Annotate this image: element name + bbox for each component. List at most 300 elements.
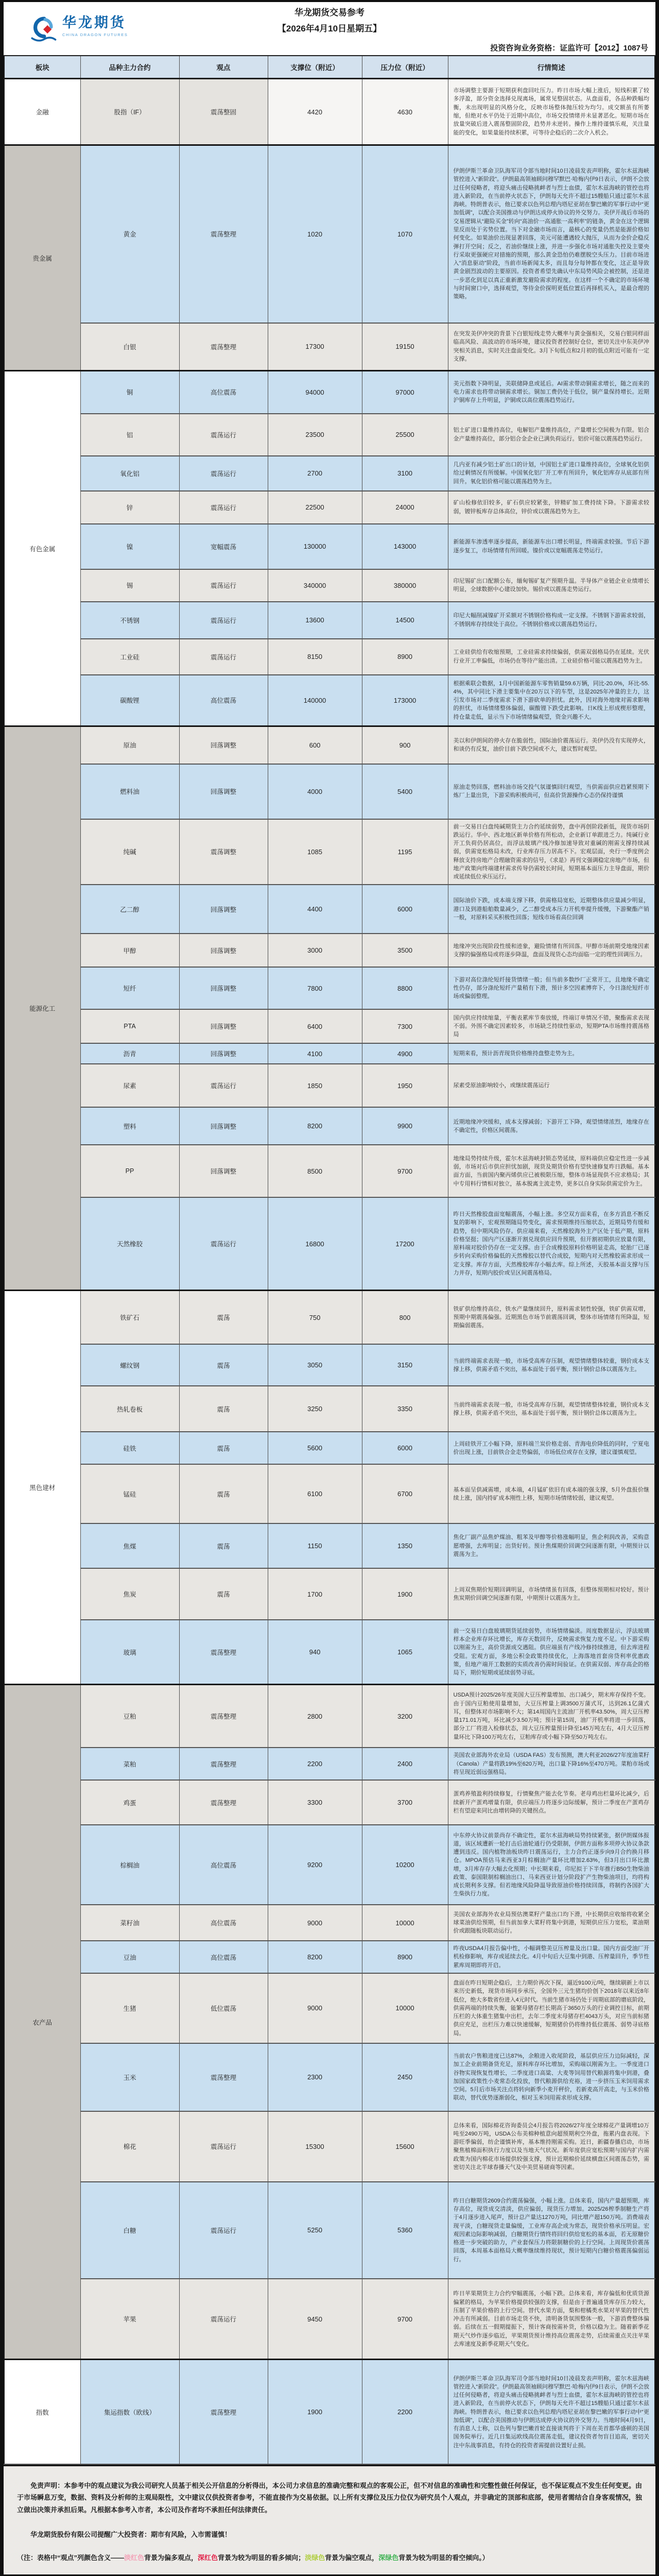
- variety-cell: 短纤: [80, 967, 179, 1009]
- note-light-red-label: 淡红色: [124, 2554, 145, 2562]
- support-cell: 8200: [268, 1941, 362, 1973]
- variety-cell: 菜籽油: [80, 1905, 179, 1941]
- summary-cell: 前一交易日白盘纯碱期货主力合约延续弱势，盘中再创阶段新低，现货市场阴跌运行。华中、西北地区新单价格有所松动，企业新订单跟进乏力。纯碱行业开工负荷仍居高位，而浮法玻璃产线冷修加速导致对重碱的刚需支撑持续减弱，供需宽松格局未改，行业库存压力居高不下。宏观层面，央行一季度例会释放支持房地产合理融资需求的信号，《求是》再刊文强调稳定房地产市场，但地产政策向终端建材需求传导仍需较长时间，短期基本面压力主导盘面，期价或延续低位承压运行。: [448, 819, 655, 885]
- pressure-cell: 3150: [362, 1344, 448, 1386]
- view-cell: 震荡: [179, 1432, 268, 1464]
- reference-table: [4, 55, 655, 2465]
- summary-cell: 原油走势回落，燃料油市场交投气氛谨慎回归观望，当供需面供应趋紧预期下炼厂上量出货，下游采购积极尚可，但高价货源操作心态仍保持谨慎: [448, 764, 655, 819]
- view-cell: 震荡整理: [179, 323, 268, 371]
- variety-cell: 苹果: [80, 2279, 179, 2360]
- table-row: [4, 1145, 655, 1197]
- logo-mark-icon: [28, 15, 58, 46]
- table-row: [4, 967, 655, 1009]
- table-row: [4, 1620, 655, 1684]
- variety-cell: 硅铁: [80, 1432, 179, 1464]
- view-cell: 宽幅震荡: [179, 524, 268, 569]
- view-cell: 回落调整: [179, 764, 268, 819]
- support-cell: 3000: [268, 934, 362, 967]
- view-cell: 震荡: [179, 1523, 268, 1568]
- summary-cell: 前一交易日白盘玻璃期货延续弱势，市场情绪偏淡。周度数据显示，浮法玻璃样本企业库存环比增长，库存天数回升，反映需求恢复力度不足。中下游采购以刚需为主，高价货源成交遇阻。供应端虽有产线冷修持续推进，但去库进程受阻。宏观方面，多地公积金政策持续优化，上海落地首套房贷利率优惠政策，但地产端开工数据的实质改善仍需时间验证。在供需双弱、库存高企的格局下，期价短期或延续弱势寻底。: [448, 1620, 655, 1684]
- support-cell: 1150: [268, 1523, 362, 1568]
- view-cell: 高位震荡: [179, 1941, 268, 1973]
- col-header-pressure: 压力位（附近）: [362, 56, 448, 79]
- view-cell: 震荡运行: [179, 2182, 268, 2279]
- table-row: [4, 1523, 655, 1568]
- summary-cell: 工业硅供给有收缩预期，工业硅需求持续偏弱，供需双弱格局仍在延续。光伏行业开工率偏低，市场仍在等待产能出清。工业硅价格可能以震荡趋势为主。: [448, 639, 655, 675]
- support-cell: 4420: [268, 79, 362, 145]
- support-cell: 1085: [268, 819, 362, 885]
- view-cell: 震荡: [179, 1464, 268, 1523]
- summary-cell: 总体来看，国际棉花咨询委员会4月报告将2026/27年度全球棉花产量调增10万吨至2490万吨，USDA公布美棉种植意向超预期利空外盘，拖累内盘表现。下游旺季偏弱，纺企谨慎补库，基本维持刚需采购。近日，新疆春播启动，市场聚焦植棉面积执行力度以及当地天气状况。新年度供应宽松预期与国内扩内需政策为国内棉花市场提供较强支撑，预计近期棉价延续横盘区间震荡态势，需密切关注北半球春播天气及中美贸易磋商等因素。: [448, 2111, 655, 2182]
- support-cell: 1020: [268, 145, 362, 323]
- variety-cell: 豆油: [80, 1941, 179, 1973]
- support-cell: 130000: [268, 524, 362, 569]
- variety-cell: 黄金: [80, 145, 179, 323]
- summary-cell: 地缘冲突出现阶段性缓和迹象，避险情绪有所回落。甲醇市场前期受地缘因素支撑的偏强格局或将逐步降温，盘面及现货心态均面临一定的理性回调压力。: [448, 934, 655, 967]
- table-row: [4, 1344, 655, 1386]
- note-seg4: 背景为较为明显的看空倾向。）: [398, 2554, 489, 2562]
- summary-cell: 中东停火协议前景尚存不确定性，霍尔木兹海峡局势持续紧张，据伊朗媒体报道，该区域遭新一轮打击后油轮通行仍受限制，伊朗方面称多项停火协议条款遭到违反。国内植物油板块昨日震荡运行，主力合约正逐步向9月合约换月移仓。MPOA预估马来西亚3月棕榈油产量环比增加2.63%，但3月出口环比激增，3月库存存大幅去化预期；中长期来看，印尼拟于下半年推行B50生物柴油政策、泰国限制棕榈油出口、马来西亚计划分阶段扩产生物柴油项目，均将构成长期利多支撑。但若地缘风险降温导致原油价格持续回落，将制约各国扩大生柴执行力度。: [448, 1825, 655, 1905]
- view-cell: 震荡运行: [179, 602, 268, 639]
- view-cell: 回落调整: [179, 726, 268, 764]
- support-cell: 2300: [268, 2043, 362, 2111]
- pressure-cell: 24000: [362, 491, 448, 524]
- view-cell: 震荡: [179, 1290, 268, 1344]
- risk-reminder-text: 华龙期货股份有限公司提醒广大投资者：期市有风险，入市需谨慎！: [30, 2531, 232, 2539]
- summary-cell: 美以和伊朗间的停火存在脆弱性，国际油价震荡运行。美伊仍没有实现停火，和谈仍有反复，油价目前下跌空间或不大，建议暂时观望。: [448, 726, 655, 764]
- variety-cell: 锰硅: [80, 1464, 179, 1523]
- table-row: [4, 2111, 655, 2182]
- table-row: [4, 524, 655, 569]
- note-seg1: 背景为偏多观点，: [144, 2554, 198, 2562]
- summary-cell: 铁矿供给维持高位，铁水产量继续回升，原料需求韧性较强，铁矿供需双增，预期中期震荡偏强。近期黑色市场节前震荡回调，整体市场情绪有所降温，短期偏弱震荡。: [448, 1290, 655, 1344]
- summary-cell: 印尼大幅削减镍矿开采额对不锈钢价格构成一定支撑。不锈钢下游需求较弱，不锈钢库存持续处于高位。不锈钢价格或以震荡趋势运行。: [448, 602, 655, 639]
- pressure-cell: 5400: [362, 764, 448, 819]
- view-cell: 回落调整: [179, 967, 268, 1009]
- variety-cell: 不锈钢: [80, 602, 179, 639]
- variety-cell: 铜: [80, 371, 179, 414]
- support-cell: 3050: [268, 1344, 362, 1386]
- view-cell: 回落调整: [179, 1145, 268, 1197]
- summary-cell: 上周双焦期价短期回调明显，市场情绪虽有回落，但整体预期相对较好。预计焦炭期价回调空间逐渐有限，中期预计以震荡为主。: [448, 1568, 655, 1620]
- masthead: [4, 2, 655, 55]
- table-row: [4, 2182, 655, 2279]
- table-row: [4, 1825, 655, 1905]
- table-row: [4, 1386, 655, 1432]
- variety-cell: 菜粕: [80, 1748, 179, 1780]
- view-cell: 震荡运行: [179, 414, 268, 456]
- table-row: [4, 1197, 655, 1290]
- variety-cell: 玻璃: [80, 1620, 179, 1684]
- variety-cell: 镍: [80, 524, 179, 569]
- variety-cell: PTA: [80, 1009, 179, 1043]
- view-cell: 震荡整固: [179, 79, 268, 145]
- pressure-cell: 10000: [362, 1973, 448, 2043]
- support-cell: 9000: [268, 1973, 362, 2043]
- view-cell: 震荡运行: [179, 1197, 268, 1290]
- pressure-cell: 800: [362, 1290, 448, 1344]
- col-header-summary: 行情简述: [448, 56, 655, 79]
- table-row: [4, 2043, 655, 2111]
- support-cell: 6400: [268, 1009, 362, 1043]
- note-seg3: 背景为偏空观点，: [325, 2554, 379, 2562]
- summary-cell: 盘面在昨日短期企稳后，主力期价再次下探，逼近9100元/吨，继续刷新上市以来历史新低，现货市场同步承压，全国外三元生猪均价创下2018年以来近8年低位，绝大多数省份进入4元时代。当前生猪市场仍处于周期底部的磨底阶段，供需两端的持续失衡，能繁母猪存栏长期高于3650万头的行业调控目标，前期压栏的大体重生猪集中出栏，去年二季度末母猪存栏4043万头，对应当前标猪供应充足，出栏压力难以快速缓解，短期猪价仍将维持低位震荡、弱势寻底格局。: [448, 1973, 655, 2043]
- variety-cell: 甲醇: [80, 934, 179, 967]
- summary-cell: 昨日天然橡胶盘面宽幅震荡，小幅上涨。多空双方面来看，在多方消息不断反复的影响下，宏观预期随局势变化，需求预期维持压缩状态，近期局势有缓和趋势，但中期风险仍存。供应端来看，天然橡胶海外主产区处于低产期，原料价格坚挺；国内产区逐渐开割兑现供应回升预期，但开割初期供应放量有限，原料端对胶价仍存在一定支撑。由于合成橡胶原料价格明显走高，轮胎厂已逐步转向采购价格偏低的天然橡胶以替代合成胶，短期内对天然橡胶需求形成一定支撑。库存方面，天然橡胶库存小幅去库。综上所述，天胶基本面支撑与压力并存，短期内胶价或呈区间震荡格局。: [448, 1197, 655, 1290]
- variety-cell: 豆粕: [80, 1684, 179, 1748]
- view-cell: 震荡运行: [179, 2279, 268, 2360]
- pressure-cell: 1900: [362, 1568, 448, 1620]
- table-row: [4, 145, 655, 323]
- table-row: [4, 602, 655, 639]
- support-cell: 8150: [268, 639, 362, 675]
- pressure-cell: 2450: [362, 2043, 448, 2111]
- summary-cell: 几内亚有减少铝土矿出口的计划，中国铝土矿进口量维持高位，全球氧化铝供给过剩情况有所缓解。中国氧化铝厂开工率有所回升，氧化铝库存从底部有所回升。氧化铝价格可能以震荡趋势为主。: [448, 456, 655, 491]
- view-cell: 震荡: [179, 1344, 268, 1386]
- variety-cell: 天然橡胶: [80, 1197, 179, 1290]
- table-row: [4, 1290, 655, 1344]
- pressure-cell: 3700: [362, 1780, 448, 1825]
- table-row: [4, 934, 655, 967]
- support-cell: 940: [268, 1620, 362, 1684]
- table-header-row: [4, 56, 655, 79]
- support-cell: 8200: [268, 1107, 362, 1145]
- table-row: [4, 79, 655, 145]
- pressure-cell: 9700: [362, 1145, 448, 1197]
- sector-cell: 农产品: [4, 1684, 80, 2360]
- view-cell: 震荡运行: [179, 491, 268, 524]
- pressure-cell: 9900: [362, 1107, 448, 1145]
- variety-cell: 热轧卷板: [80, 1386, 179, 1432]
- support-cell: 94000: [268, 371, 362, 414]
- pressure-cell: 900: [362, 726, 448, 764]
- variety-cell: 螺纹钢: [80, 1344, 179, 1386]
- pressure-cell: 2400: [362, 1748, 448, 1780]
- pressure-cell: 10200: [362, 1825, 448, 1905]
- pressure-cell: 6700: [362, 1464, 448, 1523]
- variety-cell: 白糖: [80, 2182, 179, 2279]
- pressure-cell: 25500: [362, 414, 448, 456]
- pressure-cell: 3500: [362, 934, 448, 967]
- col-header-support: 支撑位（附近）: [268, 56, 362, 79]
- table-row: [4, 414, 655, 456]
- summary-cell: 美国农业部海外农业局（USDA FAS）发布预测，澳大利亚2026/27年度油菜籽（Canola）产量将跌19%至620万吨，出口量下降16%至470万吨。菜粕市场或将呈现近弱远强格局。: [448, 1748, 655, 1780]
- summary-cell: 新能源车渗透率逐步提高，新能源车出口增长明显，终端需求较强。节后下游逐步复工，市场情绪有所回暖。镍价或以宽幅震荡走势运行。: [448, 524, 655, 569]
- table-row: [4, 1568, 655, 1620]
- col-header-view: 观点: [179, 56, 268, 79]
- support-cell: 9200: [268, 1825, 362, 1905]
- pressure-cell: 1195: [362, 819, 448, 885]
- view-cell: 震荡整理: [179, 1620, 268, 1684]
- note-light-green-label: 淡绿色: [305, 2554, 325, 2562]
- pressure-cell: 173000: [362, 675, 448, 726]
- view-cell: 回落调整: [179, 1043, 268, 1064]
- pressure-cell: 14500: [362, 602, 448, 639]
- support-cell: 1850: [268, 1064, 362, 1107]
- logo-text: [62, 15, 128, 37]
- pressure-cell: 2200: [362, 2360, 448, 2464]
- note-seg2: 背景为较为明显的看多倾向；: [218, 2554, 305, 2562]
- support-cell: 1700: [268, 1568, 362, 1620]
- support-cell: 4000: [268, 764, 362, 819]
- summary-cell: 昨日苹果期货主力合约窄幅震荡，小幅下跌。总体来看，库存偏低和优质货源偏紧的格局，为苹果价格提供较强的支撑，但是由于普遍通货库存压力较大，压制了苹果价格的上行空间。替代水果方面，梨和柑橘类水果对苹果的替代性冲击有所减弱。目前市场走货不快，清明备货氛围整体一般，下游消费整体偏弱。后续在五一假期提振下，预计客商按需补货，价格以稳为主。随着新季花期天气炒作逐步临近，苹果期货预计维持高位震荡走势，后续需重点关注苹果去库速度及新季花期天气变化。: [448, 2279, 655, 2360]
- support-cell: 22500: [268, 491, 362, 524]
- variety-cell: 集运指数（欧线）: [80, 2360, 179, 2464]
- table-row: [4, 726, 655, 764]
- view-cell: 高位震荡: [179, 371, 268, 414]
- variety-cell: 沥青: [80, 1043, 179, 1064]
- summary-cell: 当前终端需求表现一般，市场受高库存压制，观望情绪整体较重，钢价成本支撑上移，供需矛盾不突出，基本面处于弱平衡，预计钢价总体以震荡为主。: [448, 1344, 655, 1386]
- view-cell: 震荡运行: [179, 456, 268, 491]
- note-prefix: （注：表格中“观点”列颜色含义——: [17, 2554, 125, 2562]
- variety-cell: 生猪: [80, 1973, 179, 2043]
- summary-cell: 市场调整主要源于短期获利盘回吐压力。昨日市场大幅上涨后，短线积累了较多浮盈，部分资金选择兑现离场，属常见整固状态。从盘面看，各品种跌幅均衡，未出现明显的风格分化，反映市场整体抛压较为均匀。成交额虽有所萎缩，但绝对水平仍处于近期中高位，市场交投情绪并未显著恶化。短期市场在放量突破后进入震荡整固阶段，趋势并未逆转。操作上维持谨慎乐观，关注量能的变化，如果量能持续积累，可等待企稳后的二次介入机会。: [448, 79, 655, 145]
- pressure-cell: 3200: [362, 1684, 448, 1748]
- summary-cell: 地缘局势持续升级，霍尔木兹海峡封锁态势延续，原料端供应稳定性进一步减弱，市场对后市供应担忧加剧，现货及期货价格有望快速修复昨日跌幅。基本面方面，当前国内聚丙烯供应已被极限压缩，整体市场显现供不应求格局；其中专用料行情相对独立，基本脱离主流走势，更多以自身实际供需定价为主。: [448, 1145, 655, 1197]
- report-title: 华龙期货交易参考: [294, 8, 365, 18]
- support-cell: 2700: [268, 456, 362, 491]
- variety-cell: 纯碱: [80, 819, 179, 885]
- variety-cell: 氧化铝: [80, 456, 179, 491]
- sector-cell: 有色金属: [4, 371, 80, 726]
- support-cell: 4100: [268, 1043, 362, 1064]
- support-cell: 600: [268, 726, 362, 764]
- variety-cell: 焦炭: [80, 1568, 179, 1620]
- pressure-cell: 380000: [362, 569, 448, 602]
- view-cell: 震荡调整: [179, 819, 268, 885]
- table-row: [4, 1780, 655, 1825]
- support-cell: 15300: [268, 2111, 362, 2182]
- summary-cell: 在突发美伊冲突的背景下白银短线走势大概率与黄金强相关，交易白银同样面临高风险、高波动的市场环境，建议投资者控制好仓位，密切关注中东美伊冲突相关消息，实时关注盘面变化。3月下旬低点和2月初的低点附近可能有一定支撑。: [448, 323, 655, 371]
- summary-cell: 美国农业部海外农业局预估澳菜籽产量出口均下滑，中长期供应收缩将收紧全球菜油供给预期，但当前加拿大菜籽将集中到港，短期供应压力宽松，菜油期价或跟随板块联动运行。: [448, 1905, 655, 1941]
- report-date: 【2026年4月10日星期五】: [277, 24, 382, 33]
- view-cell: 高位震荡: [179, 1825, 268, 1905]
- view-cell: 低位震荡: [179, 1973, 268, 2043]
- view-cell: 高位震荡: [179, 1905, 268, 1941]
- variety-cell: 原油: [80, 726, 179, 764]
- summary-cell: 蛋鸡养殖盈利持续修复，行情聚焦产能去化节奏。老母鸡出栏量环比减少，后续新开产蛋鸡增量有限，供应端压力将逐步边际缓解，预计二季度在产蛋鸡存栏有望迎来同比由增转降的关键拐点。: [448, 1780, 655, 1825]
- pressure-cell: 6000: [362, 1432, 448, 1464]
- table-row: [4, 1905, 655, 1941]
- summary-cell: 短期来看，预计沥青现货价格维持盘整走势为主。: [448, 1043, 655, 1064]
- support-cell: 3250: [268, 1386, 362, 1432]
- summary-cell: 伊朗伊斯兰革命卫队海军司令部当地时间10日凌晨发表声明称，霍尔木兹海峡管控进入“新阶段”。伊朗最高领袖顾问穆罕默巴·哈梅内伊9日表示，伊朗不会放过任何侵略者，将迎头痛击侵略挑衅者与烈士血债，霍尔木兹海峡的管控也将进入新阶段，在当前停火状态下，伊朗每天允许不超过15艘船只通过霍尔木兹海峡。特朗普表示，他已要求以色列总理内塔尼亚胡在黎巴嫩的军事行动中“更加低调”，以配合美国推动与伊朗达成停火协议的外交努力。美伊开战后市场的交易逻辑从“避险买金”转向“高油价一高通胀一高利率”的链条，黄金在这个逻辑里反而处于劣势位置。当下对金融市场而言，最核心的变量仍然是能源价格如何变化。如果油价出现显著回落，美元可能遭遇较大抛压，从而为金价企稳反弹打开空间；反之，若油价继续上涨，并进一步强化市场对通胀失控及主要央行采取更强硬应对措施的预期，那么黄金恐怕仍难摆脱空头压力。目前市场进入“消息驱动”阶段，当前市场新闻太多，而且每分每钟都在变化，这正是导致黄金剧烈波动的主要原因。投资者希望先确认中东局势风险会被控制，还是进一步恶化到足以真正重新激发避险需求的程度。在这样一个不确定的市场环境与时间窗口中，选择观望，等待金价探明更低位置后再择机买入，是最合理的策略。: [448, 145, 655, 323]
- view-cell: 回落调整: [179, 885, 268, 934]
- variety-cell: 乙二醇: [80, 885, 179, 934]
- variety-cell: 尿素: [80, 1064, 179, 1107]
- variety-cell: 棕榈油: [80, 1825, 179, 1905]
- variety-cell: 锌: [80, 491, 179, 524]
- pressure-cell: 3100: [362, 456, 448, 491]
- summary-cell: USDA预计2025/26年度美国大豆压榨量增加、出口减少，期末库存保持不变。由于国内豆粕使用量增加，大豆压榨量上调3500万蒲式耳，达到26.1亿蒲式耳，但整体对市场影响不大；第14周国内主流油厂开机率43.50%，周大豆压榨量171.01万吨，环比减少3.50万吨；预计第15周，油厂开机率将进一步回落，部分工厂将进入检修状态，周大豆压榨量预计降至145万吨左右，4月大豆压榨量环比下降100万吨左右，豆粕库存或小幅下降至50万吨左右。: [448, 1684, 655, 1748]
- table-row: [4, 323, 655, 371]
- variety-cell: 铝: [80, 414, 179, 456]
- view-cell: 震荡整理: [179, 2360, 268, 2464]
- summary-cell: 昨夜USDA4月报告偏中性，小幅调整美豆压榨量及出口量。国内方面受油厂开机检修影响，库存或延续去化。4月中旬后大豆集中到港、压榨量回升，季节性累库周期即将开启。: [448, 1941, 655, 1973]
- pressure-cell: 8900: [362, 1941, 448, 1973]
- sector-cell: 黑色建材: [4, 1290, 80, 1684]
- summary-cell: 美元指数下降明显，美联储降息或延后。AI需求带动铜需求增长，随之而来的电力需求也将带动铜需求增长。铜加工费仍处于低位，铜产量保持增长。近期沪铜库存上升明显，沪铜或以高位震荡趋势运行。: [448, 371, 655, 414]
- support-cell: 340000: [268, 569, 362, 602]
- support-cell: 23500: [268, 414, 362, 456]
- summary-cell: 国际油价下跌，成本端支撑下移，供需格局宽松，近期整体供应量减少明显，港口及到港船舶数量减少，乙二醇受成本压力开机率提升缓慢，下游聚酯产销一般，对原料采买积极性回落；短线市场看高位回调: [448, 885, 655, 934]
- table-row: [4, 885, 655, 934]
- col-header-sector: 板块: [4, 56, 80, 79]
- variety-cell: 棉花: [80, 2111, 179, 2182]
- variety-cell: 玉米: [80, 2043, 179, 2111]
- variety-cell: 燃料油: [80, 764, 179, 819]
- table-row: [4, 675, 655, 726]
- support-cell: 9450: [268, 2279, 362, 2360]
- table-row: [4, 764, 655, 819]
- summary-cell: 国内供应持续缩量，平衡表累库节奏放缓，终端订单情况不错，聚酯需求表现不弱。外围不确定因素较多，市场缺乏持续性驱动，短期PTA市场维持震荡格局: [448, 1009, 655, 1043]
- table-row: [4, 639, 655, 675]
- summary-cell: 当前终端需求表现一般，市场受高库存压制，观望情绪整体较重，钢价成本支撑上移，供需矛盾不突出，基本面处于弱平衡，预计钢价总体以震荡为主。: [448, 1386, 655, 1432]
- table-row: [4, 491, 655, 524]
- support-cell: 17300: [268, 323, 362, 371]
- variety-cell: 鸡蛋: [80, 1780, 179, 1825]
- table-row: [4, 1043, 655, 1064]
- support-cell: 5600: [268, 1432, 362, 1464]
- table-row: [4, 1464, 655, 1523]
- disclaimer-text: 免责声明：本参考中的观点建议为我公司研究人员基于相关公开信息的分析得出，本公司力求信息的准确完整和观点的客观公正，但不对信息的准确性和完整性做任何保证，也不保证观点不发生任何变更。由于市场瞬息万变，数据、资料及分析师的主观局限性，文中建议仅供投资者参考，不能直接作为交易依据。以上所有支撑位及压力位仅为研究员个人观点，并非确定的顶部和底部，使用者需结合自身客观情况，独立做出决策并承担后果。凡根据本参考入市者，本公司及作者均不承担任何法律责任。: [17, 2481, 642, 2514]
- pressure-cell: 143000: [362, 524, 448, 569]
- support-cell: 6100: [268, 1464, 362, 1523]
- summary-cell: 上周硅铁开工小幅下降，原料端兰炭价格走弱、青海电价降低的同时，宁夏电价出现上涨，目前铁合金走势偏弱，市场低位或存在支撑，建议谨慎观望。: [448, 1432, 655, 1464]
- support-cell: 5250: [268, 2182, 362, 2279]
- company-logo: [28, 15, 128, 46]
- pressure-cell: 6000: [362, 885, 448, 934]
- support-cell: 13600: [268, 602, 362, 639]
- pressure-cell: 3350: [362, 1386, 448, 1432]
- summary-cell: 矿山检修依旧较多，矿石供应较紧张，锌精矿加工费持续下降。下游需求较弱，镀锌板库存总体高位，锌价或以震荡趋势为主。: [448, 491, 655, 524]
- pressure-cell: 4900: [362, 1043, 448, 1064]
- view-cell: 震荡整理: [179, 1780, 268, 1825]
- support-cell: 1900: [268, 2360, 362, 2464]
- summary-cell: 昨日白糖期货2609合约震荡偏强，小幅上涨。总体来看，国内产量超预期，库存高位，现货成交清淡，供应偏弱，现货压力增加。2025/26榨季制糖生产将于4月逐步进入尾声，预计总产量达1270万吨，同比增产超150万吨。消费端表现平淡，白糖现货走量偏缓，工业库存高企成为常态，现货价格承压明显。宏观因素边际影响减弱，白糖期货行情终将回归供给宽松的基本面，若无原糖价格进一步突破的助力，产业套保压力将限制糖价的上行空间。上周现货价震荡回落，本周基本面格局大概率继续维持现状，预计短期内白糖价格震荡偏弱运行。: [448, 2182, 655, 2279]
- support-cell: 9000: [268, 1905, 362, 1941]
- license-line: 投资咨询业务资格：证监许可【2012】1087号: [490, 44, 648, 53]
- support-cell: 7800: [268, 967, 362, 1009]
- variety-cell: 铁矿石: [80, 1290, 179, 1344]
- variety-cell: 工业硅: [80, 639, 179, 675]
- view-cell: 回落调整: [179, 1107, 268, 1145]
- table-row: [4, 819, 655, 885]
- table-row: [4, 1107, 655, 1145]
- table-row: [4, 1941, 655, 1973]
- table-row: [4, 1432, 655, 1464]
- table-row: [4, 2360, 655, 2464]
- sector-cell: 贵金属: [4, 145, 80, 371]
- view-cell: 震荡整理: [179, 2043, 268, 2111]
- view-cell: 震荡运行: [179, 1064, 268, 1107]
- logo-name: 华龙期货: [62, 15, 126, 30]
- pressure-cell: 8800: [362, 967, 448, 1009]
- table-row: [4, 569, 655, 602]
- support-cell: 750: [268, 1290, 362, 1344]
- summary-cell: 当前农户售粮进度已达87%，余粮进入收尾阶段，基层供应压力边际减轻，深加工企业前期备货充足，原料库存环比增加，采购端以刚需为主。一季度进口谷物实现恢复性增长，二季度进口高粱、大麦等饲用替代粮源将集中到港，叠加国家政策性小麦常态化投放，替代粮源供给充裕，进一步挤压玉米饲用需求空间。5月后市场关注点将转向新季小麦开秤价，若新麦高开高走，与玉米价格联动，替代优势逐渐弱化，相对玉米饲用需求形成支撑。: [448, 2043, 655, 2111]
- variety-cell: 塑料: [80, 1107, 179, 1145]
- pressure-cell: 10000: [362, 1905, 448, 1941]
- pressure-cell: 1070: [362, 145, 448, 323]
- col-header-variety: 品种主力合约: [80, 56, 179, 79]
- pressure-cell: 97000: [362, 371, 448, 414]
- sector-cell: 能源化工: [4, 726, 80, 1291]
- table-row: [4, 1748, 655, 1780]
- footer: [4, 2465, 655, 2574]
- pressure-cell: 9700: [362, 2279, 448, 2360]
- variety-cell: 碳酸锂: [80, 675, 179, 726]
- pressure-cell: 17200: [362, 1197, 448, 1290]
- view-cell: 震荡运行: [179, 569, 268, 602]
- summary-cell: 印尼锡矿出口配额公布，缅甸锡矿复产预期升温。半导体产业链企业业绩增长明显，全球数据中心建设加快。锡价或以震荡走势运行。: [448, 569, 655, 602]
- view-cell: 震荡: [179, 1568, 268, 1620]
- table-row: [4, 1064, 655, 1107]
- summary-cell: 伊朗伊斯兰革命卫队海军司令部当地时间10日凌晨发表声明称，霍尔木兹海峡管控进入“新阶段”。伊朗最高领袖顾问穆罕默巴·哈梅内伊9日表示，伊朗不会放过任何侵略者，将迎头痛击侵略挑衅者与烈士血债，霍尔木兹海峡的管控也将进入新阶段，在当前停火状态下，伊朗每天允许不超过15艘船只通过霍尔木兹海峡。特朗普表示，他已要求以色列总理内塔尼亚胡在黎巴嫩的军事行动中“更加低调”，以配合美国推动与伊朗达成停火协议的外交努力。当地时间4月9日，有消息人士称，以色列与黎巴嫩首轮直接谈判将于下周在美首都华盛顿的美国国务院举行。近几日集运欧线高位震荡走低，建议投资者勿盲目追高，密切关注中东战事消息，有持仓的投资者需提前设置好止损。: [448, 2360, 655, 2464]
- pressure-cell: 1065: [362, 1620, 448, 1684]
- pressure-cell: 19150: [362, 323, 448, 371]
- view-cell: 震荡运行: [179, 2111, 268, 2182]
- color-legend-note: [17, 2552, 642, 2562]
- pressure-cell: 4630: [362, 79, 448, 145]
- pressure-cell: 7300: [362, 1009, 448, 1043]
- table-row: [4, 1973, 655, 2043]
- table-row: [4, 371, 655, 414]
- summary-cell: 铝土矿进口量维持高位，电解铝产量维持高位，产量增长空间极为有限。铝合金产量维持高位，部分铝合金企业已满负荷运行。铝价可能以震荡趋势运行。: [448, 414, 655, 456]
- support-cell: 140000: [268, 675, 362, 726]
- support-cell: 2800: [268, 1684, 362, 1748]
- variety-cell: 锡: [80, 569, 179, 602]
- pressure-cell: 8900: [362, 639, 448, 675]
- support-cell: 16800: [268, 1197, 362, 1290]
- pressure-cell: 5360: [362, 2182, 448, 2279]
- pressure-cell: 1950: [362, 1064, 448, 1107]
- sector-cell: 指数: [4, 2360, 80, 2464]
- support-cell: 4400: [268, 885, 362, 934]
- support-cell: 8500: [268, 1145, 362, 1197]
- view-cell: 震荡整理: [179, 1684, 268, 1748]
- view-cell: 震荡整理: [179, 1748, 268, 1780]
- view-cell: 回落调整: [179, 934, 268, 967]
- table-row: [4, 1009, 655, 1043]
- summary-cell: 根据乘联会数据，1月中国新能源车零售销量59.6万辆，同比-20.0%，环比-55.4%，其中同比下滑主要集中在20万以下的车型，这是2025年冲量的主力，这引发市场对二季度需求下滑下游砍单的担忧。此外，因对海外地缘对需求影响的担忧，市场情绪整体偏弱，碳酸锂下跌受此影响。日K线上形成楔形整理，持仓量走低，显示当下市场情绪偏观望，资金兴趣不大。: [448, 675, 655, 726]
- summary-cell: 近期地缘冲突缓和，成本支撑减弱；下游开工下降，观望情绪浓烈，地缘存在不确定性，价格区间震荡。: [448, 1107, 655, 1145]
- summary-cell: 焦化厂副产品焦炉煤油、粗苯及甲醇等价格涨幅明显，焦企利润改善，采购意愿增强，去库明显；出货好转。预计焦煤期价回调空间逐渐有限，中期预计以震荡为主。: [448, 1523, 655, 1568]
- view-cell: 回落调整: [179, 1009, 268, 1043]
- logo-name-en: CHINA DRAGON FUTURES: [62, 32, 128, 37]
- variety-cell: 焦煤: [80, 1523, 179, 1568]
- view-cell: 震荡运行: [179, 639, 268, 675]
- view-cell: 震荡整理: [179, 145, 268, 323]
- variety-cell: 白银: [80, 323, 179, 371]
- sector-cell: 金融: [4, 79, 80, 145]
- view-cell: 震荡: [179, 1386, 268, 1432]
- table-body: [4, 79, 655, 2464]
- table-row: [4, 1684, 655, 1748]
- table-row: [4, 2279, 655, 2360]
- summary-cell: 尿素受原油影响较小，或继续震荡运行: [448, 1064, 655, 1107]
- summary-cell: 下游对高位涤纶短纤接货情绪一般；但当前多数纱厂正常开工，且地缘不确定性仍存，部分涤纶短纤产量稍有下滑，预计多空因素博弈下，今日涤纶短纤市场或偏弱整理。: [448, 967, 655, 1009]
- variety-cell: PP: [80, 1145, 179, 1197]
- table-row: [4, 456, 655, 491]
- note-deep-green-label: 深绿色: [378, 2554, 399, 2562]
- note-deep-red-label: 深红色: [198, 2554, 218, 2562]
- summary-cell: 基本面呈供减需增，成本端，4月锰矿依旧有成本端的强支撑，5月外盘报价继续上涨，国内持矿成本刚性上移，短期市场情绪较弱，建议观望。: [448, 1464, 655, 1523]
- support-cell: 3300: [268, 1780, 362, 1825]
- view-cell: 高位震荡: [179, 675, 268, 726]
- support-cell: 2200: [268, 1748, 362, 1780]
- pressure-cell: 1350: [362, 1523, 448, 1568]
